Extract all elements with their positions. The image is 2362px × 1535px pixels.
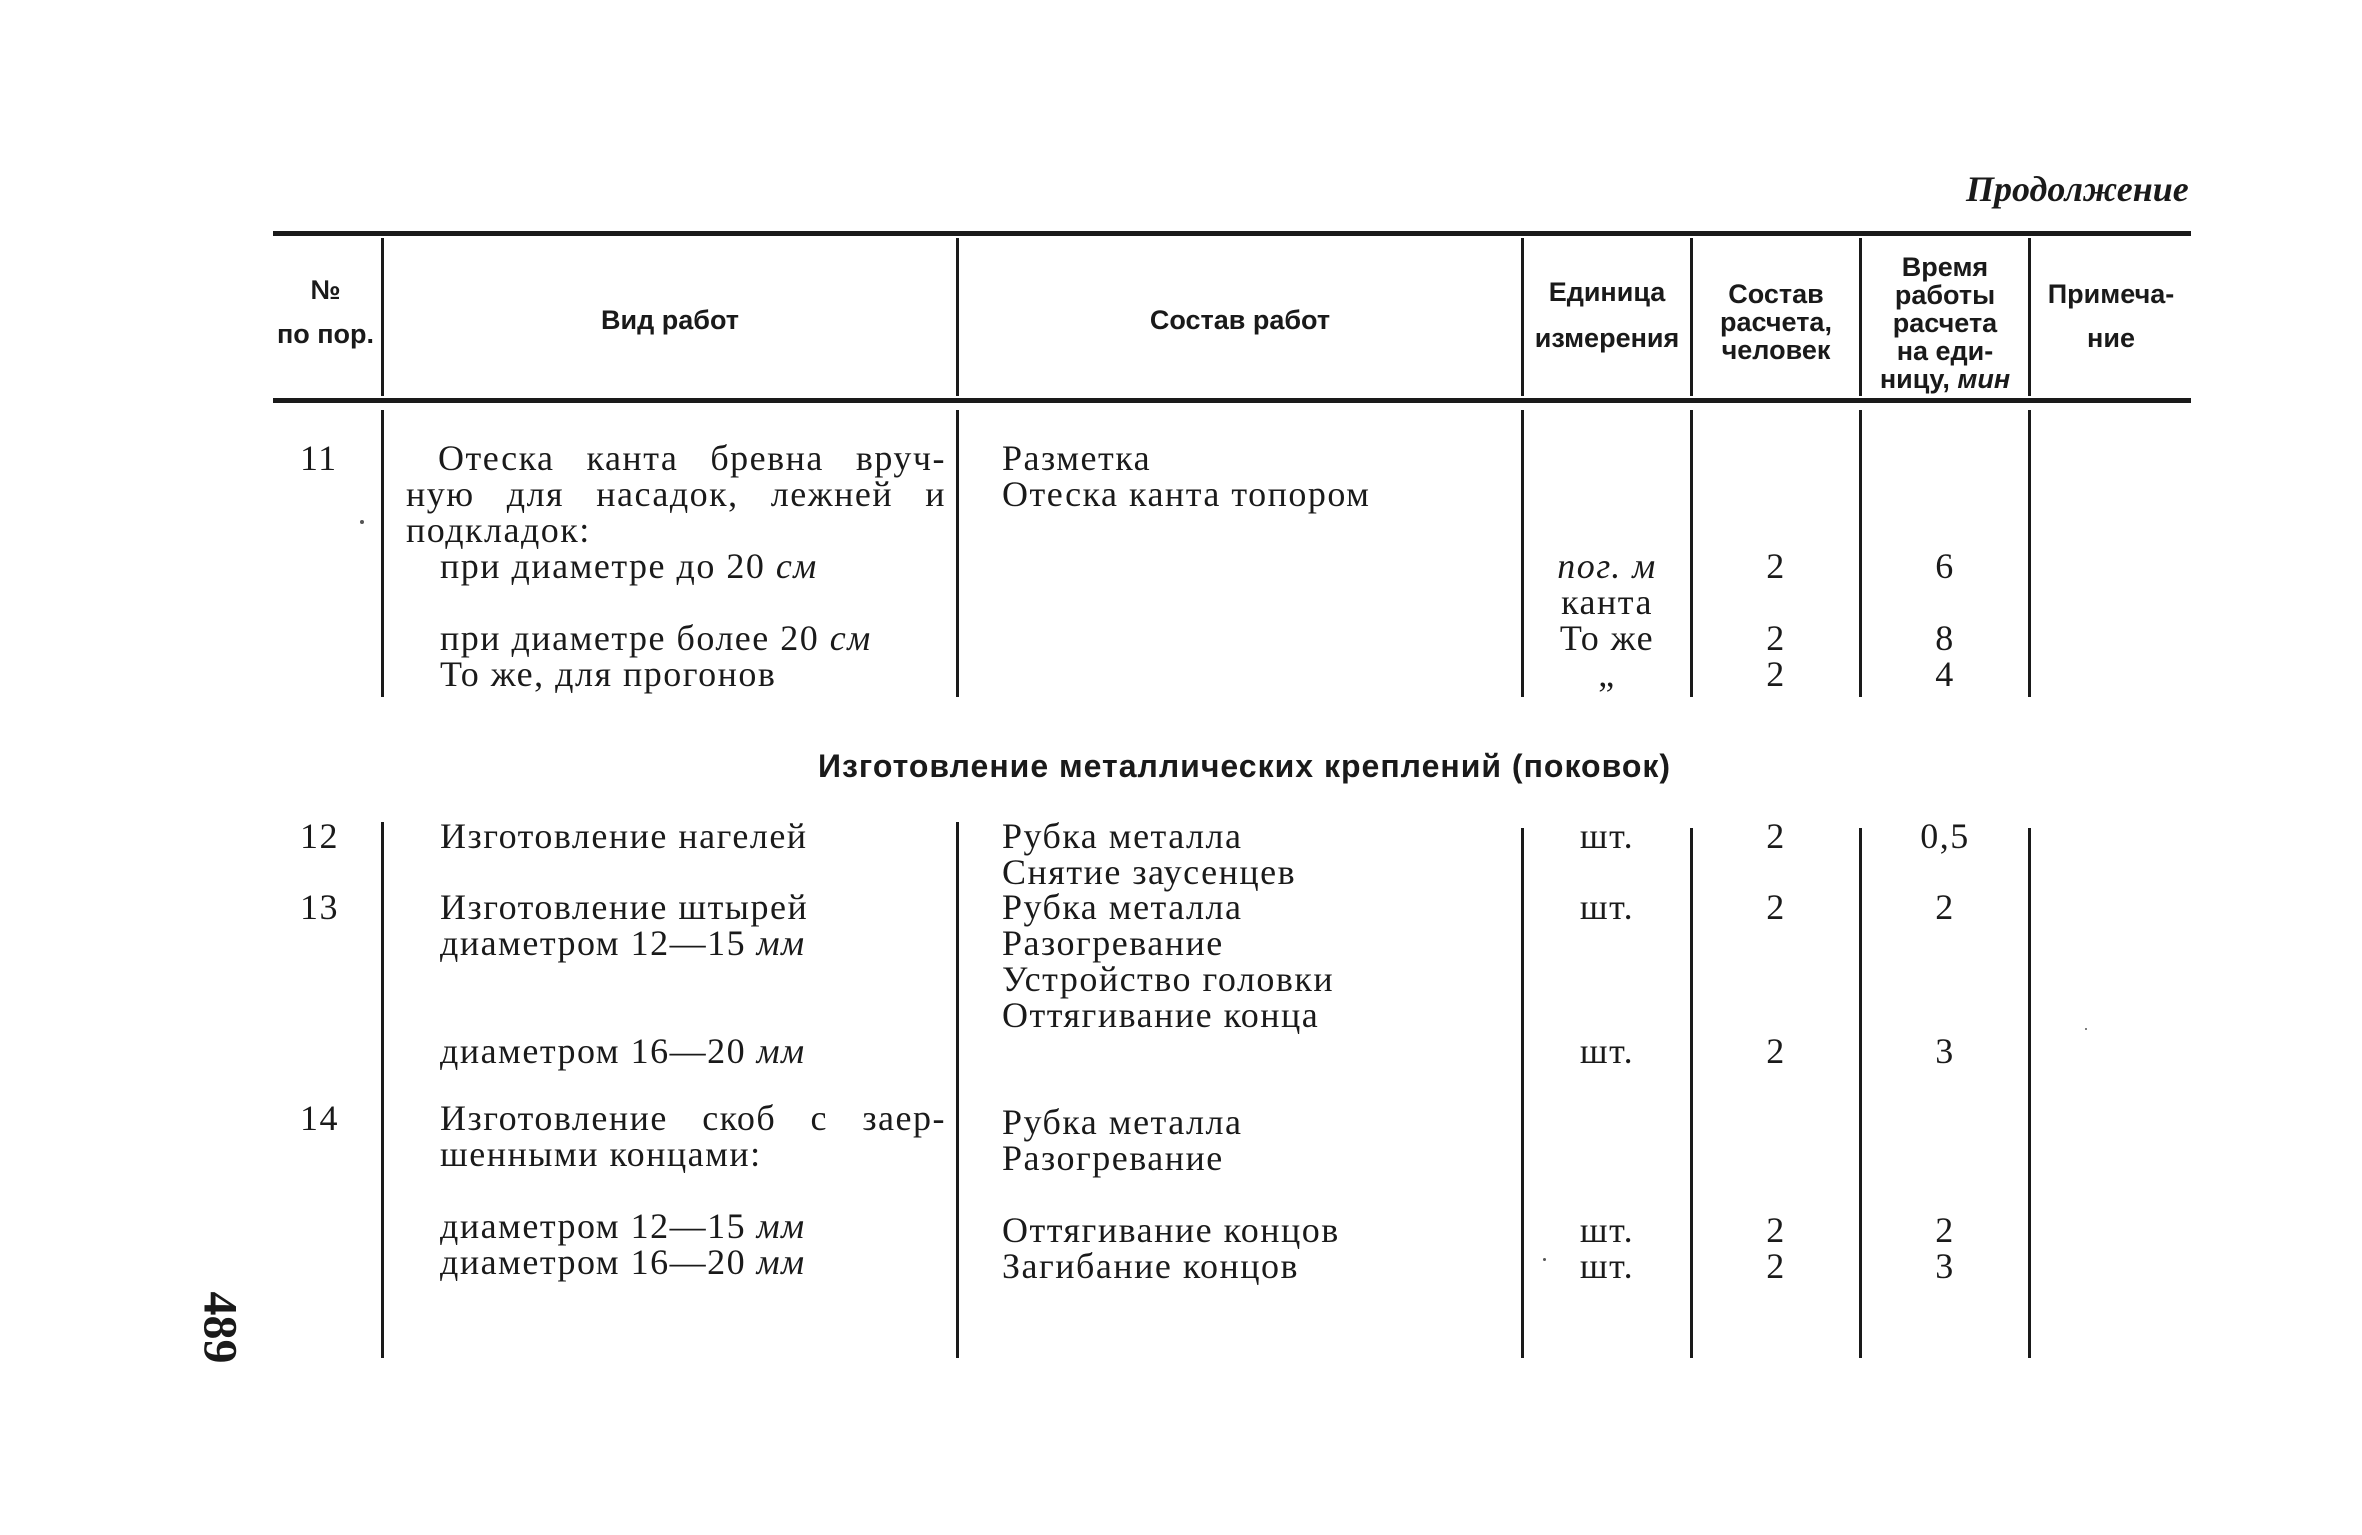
header-bottom-rule [273, 398, 2191, 403]
continued-label: Продолжение [1966, 169, 2189, 209]
scan-speck [1543, 1258, 1546, 1261]
header-crew: Состав расчета, человек [1720, 279, 1832, 365]
row14-composition: Рубка металла Разогревание Оттягивание концов Загибание концов [1002, 1102, 1340, 1286]
header-unit: Единица измерения [1534, 277, 1680, 353]
scan-speck [2085, 1028, 2087, 1030]
body1-divider-1 [381, 410, 384, 697]
scan-speck [360, 520, 364, 524]
row11-time: 6 8 4 [1935, 546, 1955, 694]
table-top-rule [273, 231, 2191, 236]
row12-unit: шт. [1579, 816, 1635, 856]
row11-composition: Разметка Отеска канта топором [1002, 438, 1371, 514]
header-time: Время работы расчета на еди- ницу, мин [1879, 252, 2011, 394]
header-number: № по пор. [276, 275, 375, 349]
body1-divider-6 [2028, 410, 2031, 697]
row13-composition: Рубка металла Разогревание Устройство головки Оттягивание конца [1002, 887, 1335, 1035]
body1-divider-2 [956, 410, 959, 697]
row13-work: Изготовление штырей диаметром 12—15 мм диаметром 16—20 мм [440, 887, 809, 1071]
row14-unit: шт. шт. [1579, 1210, 1635, 1286]
row13-time: 2 3 [1935, 887, 1955, 1071]
row12-crew: 2 [1766, 816, 1786, 856]
body2-divider-2 [956, 822, 959, 1358]
row13-unit: шт. шт. [1579, 887, 1635, 1071]
row14-crew: 2 2 [1766, 1210, 1786, 1286]
body2-divider-6 [2028, 828, 2031, 1358]
header-note: Примеча- ние [2047, 279, 2175, 353]
row12-composition: Рубка металла Снятие заусенцев [1002, 816, 1297, 892]
row14-work: Изготовление скоб с заер- шенными концами: диаметром 12—15 мм диаметром 16—20 мм [440, 1098, 946, 1282]
row13-number: 13 [300, 887, 339, 927]
row12-work: Изготовление нагелей [440, 816, 808, 856]
row14-number: 14 [300, 1098, 339, 1138]
row13-crew: 2 2 [1766, 887, 1786, 1071]
page-number: 489 [193, 1291, 247, 1364]
header-work-type: Вид работ [601, 305, 739, 335]
row11-work: Отеска канта бревна вруч- ную для насадок, лежней и подкладок: при диаметре до 20 см при диаметре более 20 см То же, для прогонов [406, 438, 946, 694]
row14-time: 2 3 [1935, 1210, 1955, 1286]
row12-number: 12 [300, 816, 339, 856]
row12-time: 0,5 [1920, 816, 1970, 856]
header-work-composition: Состав работ [1149, 305, 1331, 335]
row11-crew: 2 2 2 [1766, 546, 1786, 694]
body2-divider-1 [381, 822, 384, 1358]
row11-number: 11 [300, 438, 338, 478]
section-title: Изготовление металлических креплений (поковок) [818, 748, 1672, 784]
row11-unit: пог. м канта То же „ [1557, 546, 1657, 694]
